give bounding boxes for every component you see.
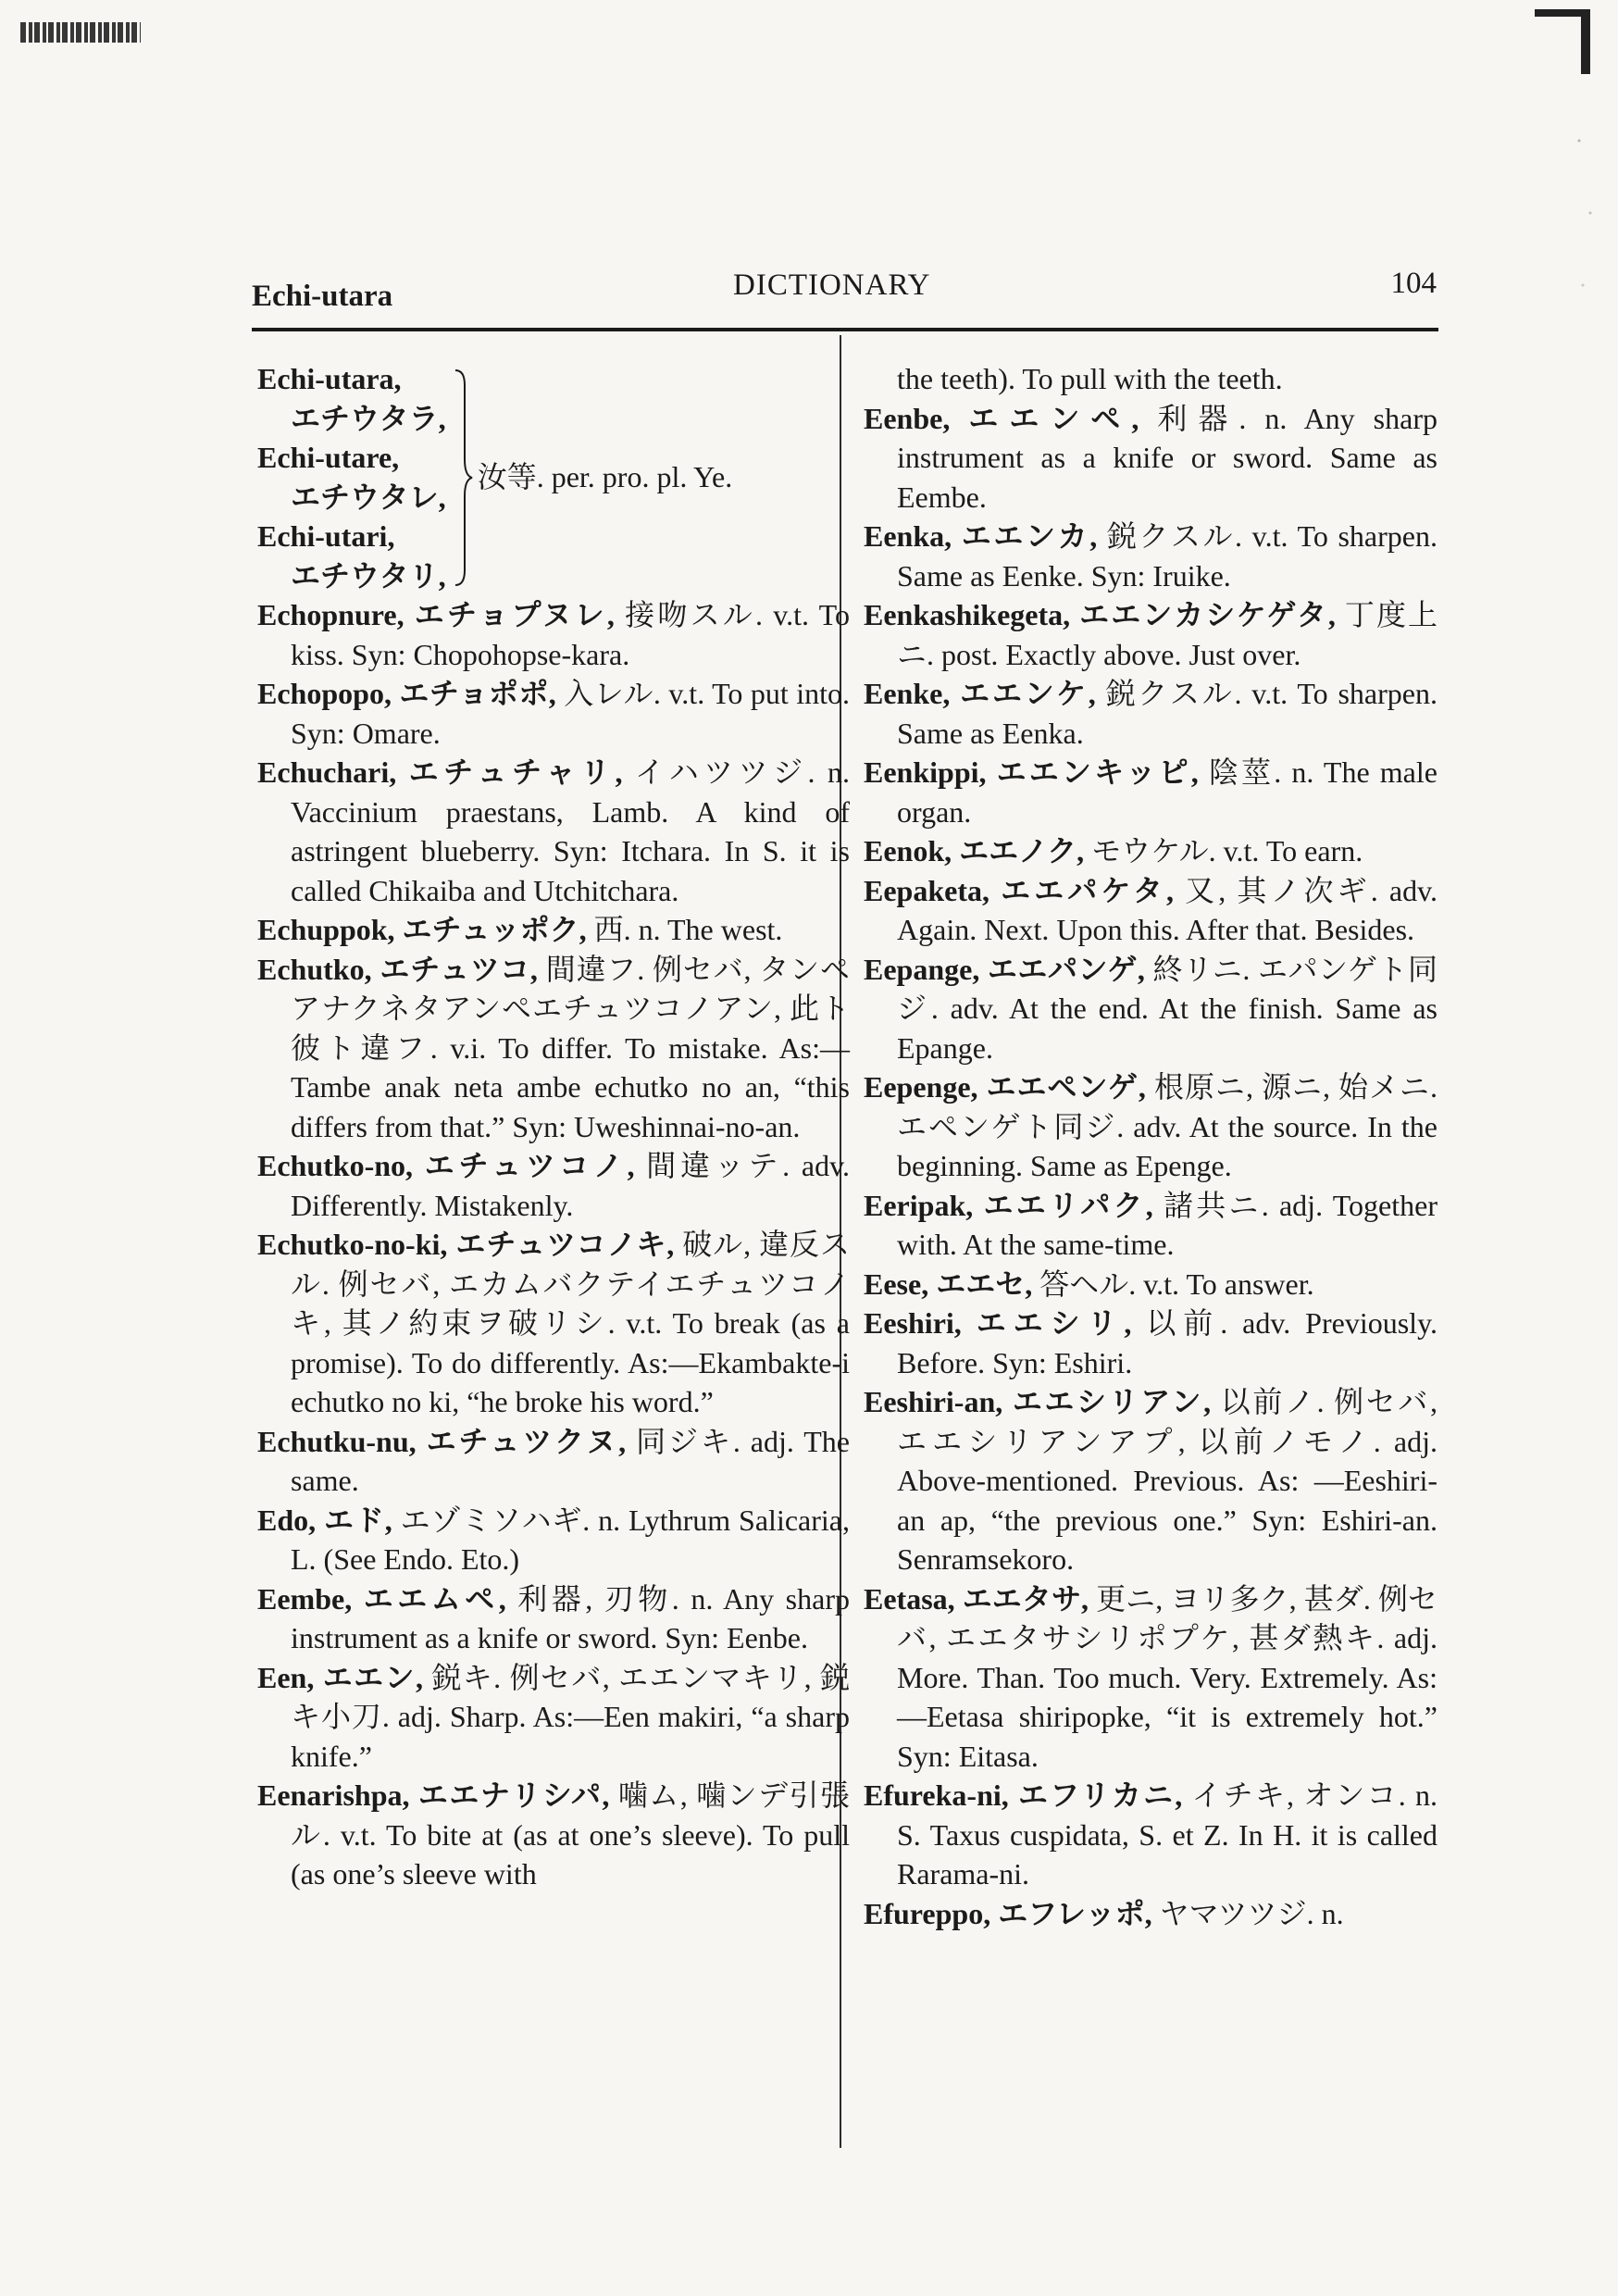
entry-definition: 更ニ, ヨリ多ク, 甚ダ. 例セバ, エエタサシリポプケ, 甚ダ熱キ. adj. More. Than. Too much. Very. Extremely. As:—Eetasa shiripopke, “it is extremely hot.” Syn: Eitasa. (897, 1581, 1438, 1773)
dictionary-entry (257, 595, 850, 674)
entry-headword: Eenarishpa, エエナリシパ, (257, 1778, 610, 1812)
entry-definition: 答ヘル. v.t. To answer. (1039, 1267, 1314, 1301)
dictionary-entry (864, 1186, 1438, 1265)
dictionary-entry (864, 399, 1438, 518)
brace-entry-group (257, 359, 850, 595)
entry-headword: Efureppo, エフレッポ, (864, 1896, 1152, 1930)
entry-definition: 間違ッテ. adv. Differently. Mistakenly. (291, 1149, 850, 1222)
dictionary-entry (864, 595, 1438, 674)
entry-headword: Een, エエン, (257, 1660, 423, 1694)
entry-headword: Echutku-nu, エチュツクヌ, (257, 1424, 627, 1458)
dictionary-entry (864, 950, 1438, 1068)
entry-headword: Eepenge, エエペンゲ, (864, 1070, 1146, 1104)
dictionary-entry (864, 1304, 1438, 1382)
entry-definition: 陰莖. n. The male organ. (897, 755, 1438, 829)
entry-definition: 間違フ. 例セバ, タンペアナクネタアンペエチュツコノアン, 此ト彼ト違フ. v.i. To differ. To mistake. As:—Tambe anak neta ambe echutko no an, “this differs from that.” Syn: Uweshinnai-no-an. (291, 952, 850, 1143)
entry-headword: Eenkashikegeta, エエンカシケゲタ, (864, 598, 1336, 631)
dictionary-entry (257, 950, 850, 1147)
header-title: DICTIONARY (733, 268, 931, 302)
dictionary-entry (257, 1579, 850, 1658)
header-rule (252, 328, 1438, 331)
entry-definition: 鋭クスル. v.t. To sharpen. Same as Eenka. (897, 677, 1438, 750)
dictionary-entry (864, 1067, 1438, 1186)
entry-definition: 又, 其ノ次ギ. adv. Again. Next. Upon this. After that. Besides. (897, 873, 1438, 946)
dictionary-entry (257, 753, 850, 910)
entry-headword: Edo, エド, (257, 1503, 392, 1537)
entry-headword: Eembe, エエムペ, (257, 1581, 506, 1616)
entry-headword: Eeripak, エエリパク, (864, 1188, 1153, 1222)
entry-definition: モウケル. v.t. To earn. (1091, 834, 1363, 867)
brace-headword-kana: エチウタラ, (291, 401, 446, 435)
entry-definition: イチキ, オンコ. n. S. Taxus cuspidata, S. et Z. In H. it is called Rarama-ni. (897, 1778, 1438, 1890)
brace-headword-kana: エチウタリ, (291, 558, 446, 593)
dictionary-entry (864, 1776, 1438, 1894)
entry-headword: Echopopo, エチョポポ, (257, 677, 556, 710)
brace-definition: 汝等. per. pro. pl. Ye. (477, 460, 733, 494)
entry-headword: Efureka-ni, エフリカニ, (864, 1778, 1183, 1812)
entry-headword: Eenbe, エエンペ, (864, 401, 1139, 435)
page-edge-specks (1568, 93, 1605, 333)
entry-definition: 破ル, 違反スル. 例セバ, エカムバクテイエチュツコノキ, 其ノ約束ヲ破リシ. v.t. To break (as a promise). To do differently. As:—Ekambakte-i echutko no ki, “he broke his word.” (291, 1228, 850, 1418)
entry-definition: ヤマツツジ. n. (1159, 1896, 1344, 1930)
entry-headword: Echutko, エチュツコ, (257, 952, 538, 986)
entry-definition: 丁度上ニ. post. Exactly above. Just over. (897, 598, 1438, 671)
entry-headword: Echutko-no, エチュツコノ, (257, 1149, 635, 1182)
scan-artifact-mark (20, 22, 141, 43)
entry-definition: 鋭キ. 例セバ, エエンマキリ, 鋭キ小刀. adj. Sharp. As:—Een makiri, “a sharp knife.” (291, 1660, 850, 1773)
entry-headword: Eeshiri-an, エエシリアン, (864, 1385, 1212, 1418)
brace-headword: Echi-utari, (257, 519, 395, 553)
brace-headwords (257, 359, 446, 595)
entry-definition: 根原ニ, 源ニ, 始メニ. エペンゲト同ジ. adv. At the source. In the beginning. Same as Epenge. (897, 1070, 1438, 1182)
entry-definition: 接吻スル. v.t. To kiss. Syn: Chopohopse-kara. (291, 598, 850, 671)
left-column (257, 359, 850, 1894)
entry-headword: Eenkippi, エエンキッピ, (864, 755, 1199, 789)
dictionary-entry (257, 1422, 850, 1501)
brace-headword: Echi-utare, (257, 441, 400, 474)
dictionary-entry (864, 517, 1438, 595)
entry-definition: 鋭クスル. v.t. To sharpen. Same as Eenke. Syn: Iruike. (897, 519, 1438, 593)
entry-headword: Eenke, エエンケ, (864, 677, 1096, 710)
page-edge-mark (1581, 9, 1590, 74)
dictionary-entry (257, 910, 850, 950)
entry-headword: Eese, エエセ, (864, 1267, 1033, 1301)
dictionary-entry (864, 674, 1438, 753)
brace-headword: Echi-utara, (257, 362, 402, 395)
page-number: 104 (1390, 267, 1437, 300)
dictionary-entry (864, 831, 1438, 871)
dictionary-entry (257, 1225, 850, 1422)
dictionary-entry (864, 1894, 1438, 1934)
entry-definition: 同ジキ. adj. The same. (291, 1424, 850, 1497)
dictionary-entry (864, 1579, 1438, 1777)
entry-headword: Eenok, エエノク, (864, 834, 1085, 867)
entry-continuation: the teeth). To pull with the teeth. (897, 362, 1283, 395)
dictionary-entry (257, 1658, 850, 1777)
entry-headword: Eepange, エエパンゲ, (864, 952, 1145, 986)
dictionary-entry (864, 753, 1438, 831)
entry-definition: 諸共ニ. adj. Together with. At the same-time. (897, 1188, 1438, 1261)
curly-brace-icon (454, 367, 474, 589)
dictionary-entry (864, 1265, 1438, 1304)
running-head (252, 267, 1437, 322)
entry-headword: Echopnure, エチョプヌレ, (257, 598, 615, 631)
entry-headword: Echuppok, エチュッポク, (257, 913, 587, 946)
entry-headword: Echutko-no-ki, エチュツコノキ, (257, 1228, 675, 1261)
entry-definition: 利器. n. Any sharp instrument as a knife or sword. Same as Eembe. (897, 401, 1438, 514)
entry-headword: Eenka, エエンカ, (864, 519, 1098, 553)
entry-headword: Echuchari, エチュチャリ, (257, 755, 623, 789)
header-guide-word: Echi-utara (252, 280, 393, 313)
dictionary-entry (257, 1146, 850, 1225)
dictionary-entry (864, 871, 1438, 950)
entry-definition: 利器, 刃物. n. Any sharp instrument as a knife or sword. Syn: Eenbe. (291, 1581, 850, 1654)
entry-definition: イハツツジ. n. Vaccinium praestans, Lamb. A kind of astringent blueberry. Syn: Itchara. In S. it is called Chikaiba and Utchitchara. (291, 755, 850, 907)
entry-headword: Eetasa, エエタサ, (864, 1581, 1089, 1616)
entry-headword: Eepaketa, エエパケタ, (864, 873, 1175, 907)
brace-headword-kana: エチウタレ, (291, 480, 446, 514)
entry-definition: 以前. adv. Previously. Before. Syn: Eshiri. (897, 1306, 1438, 1379)
entry-definition: 入レル. v.t. To put into. Syn: Omare. (291, 677, 851, 750)
entry-definition: エゾミソハギ. n. Lythrum Salicaria, L. (See Endo. Eto.) (291, 1503, 850, 1576)
entry-definition: 噛ム, 噛ンデ引張ル. v.t. To bite at (as at one’s sleeve). To pull (as one’s sleeve with (291, 1778, 850, 1890)
entry-definition: 終リニ. エパンゲト同ジ. adv. At the end. At the finish. Same as Epange. (897, 952, 1438, 1065)
entry-headword: Eeshiri, エエシリ, (864, 1306, 1132, 1340)
dictionary-entry (257, 674, 850, 753)
dictionary-entry (864, 1382, 1438, 1579)
dictionary-entry (257, 1776, 850, 1894)
dictionary-entry (257, 1501, 850, 1579)
entry-definition: 西. n. The west. (593, 913, 783, 946)
entry-definition: 以前ノ. 例セバ, エエシリアンアプ, 以前ノモノ. adj. Above-mentioned. Previous. As: —Eeshiri-an ap, “the previous one.” Syn: Eshiri-an. Senramsekoro. (897, 1385, 1438, 1576)
right-column (864, 359, 1438, 1933)
